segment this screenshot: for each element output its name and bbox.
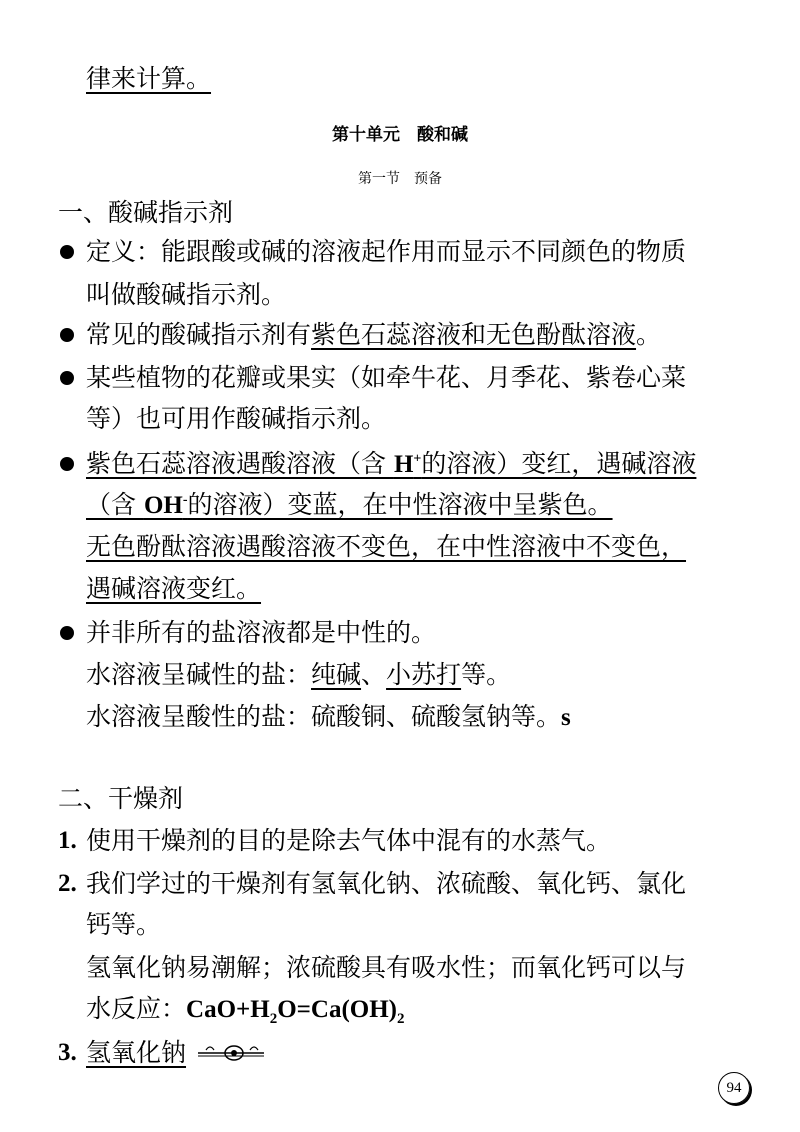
bullet5-line1: 并非所有的盐溶液都是中性的。 [86,618,437,647]
item1-text: 使用干燥剂的目的是除去气体中混有的水蒸气。 [86,826,612,855]
bullet-icon [60,371,74,385]
decorative-flourish-icon [196,1042,266,1064]
continuation-line [86,62,211,96]
item3-text: 氢氧化钠 [86,1038,187,1067]
bullet2-line: 常见的酸碱指示剂有紫色石蕊溶液和无色酚酞溶液。 [86,320,662,349]
bullet4-line1: 紫色石蕊溶液遇酸溶液（含 H+的溶液）变红，遇碱溶液 [86,449,697,478]
bullet5-line2: 水溶液呈碱性的盐：纯碱、小苏打等。 [86,660,512,689]
chapter-title: 第十单元 酸和碱 [332,125,468,144]
bullet3-line2: 等）也可用作酸碱指示剂。 [86,404,387,433]
chemical-equation: $CaO+H_2O=Ca(OH)_2$ [186,996,405,1027]
bullet-icon [60,457,74,471]
bullet1-line2: 叫做酸碱指示剂。 [86,280,287,309]
item2-line4: 水反应：$CaO+H_2O=Ca(OH)_2$ [86,994,405,1027]
item2-number: 2. [58,870,77,897]
bullet-icon [60,626,74,640]
bullet4-line4: 遇碱溶液变红。 [86,574,262,603]
section-heading-desiccants: 二、干燥剂 [58,784,184,813]
item2-line1: 我们学过的干燥剂有氢氧化钠、浓硫酸、氧化钙、氯化 [86,869,687,898]
bullet-icon [60,245,74,259]
bullet3-line1: 某些植物的花瓣或果实（如牵牛花、月季花、紫卷心菜 [86,363,687,392]
item1-number: 1. [58,827,77,854]
item2-line3: 氢氧化钠易潮解；浓硫酸具有吸水性；而氧化钙可以与 [86,953,687,982]
bullet4-line2: （含 OH-的溶液）变蓝，在中性溶液中呈紫色。 [86,490,613,519]
bullet1-line1: 定义：能跟酸或碱的溶液起作用而显示不同颜色的物质 [86,237,687,266]
item3-number: 3. [58,1039,77,1066]
page-number: 94 [718,1072,750,1104]
bullet5-line3: 水溶液呈酸性的盐：硫酸铜、硫酸氢钠等。s [86,702,571,731]
bullet4-line3: 无色酚酞溶液遇酸溶液不变色，在中性溶液中不变色， [86,532,687,561]
continuation-text: 律来计算。 [86,64,212,93]
section-title: 第一节 预备 [358,171,442,187]
item2-line2: 钙等。 [86,910,162,939]
bullet-icon [60,328,74,342]
section-heading-indicators: 一、酸碱指示剂 [58,198,234,227]
